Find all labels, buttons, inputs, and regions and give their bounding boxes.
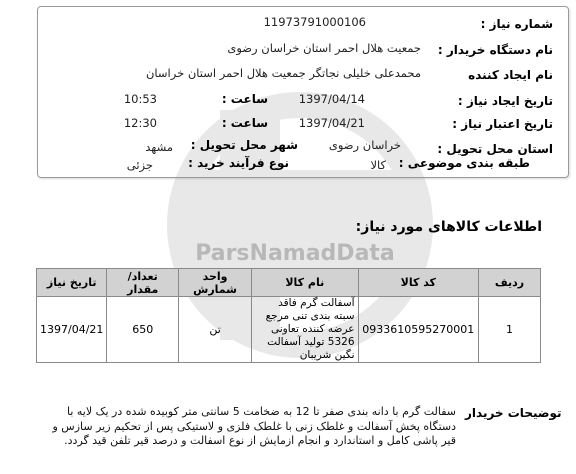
need-info-panel <box>37 6 569 178</box>
valid-date-value: 1397/04/21 <box>298 116 365 130</box>
buyer-notes-label: توضیحات خریدار <box>465 406 562 420</box>
buyer-notes-text: سفالت گرم با دانه بندی صفر تا 12 به ضخامت 5 سانتی متر کوبیده شده در یک لایه با دستگاه پخش آسفالت و غلطک زنی با غلطک فلزی و لاستیکی پس از تحکیم زیر سازس و قیر پاشی کامل و استاندارد و انجام ازمایش از نوع اسفالت و درصد قیر تلفن قید گردد. <box>52 405 456 447</box>
created-date-label: تاریخ ایجاد نیاز : <box>457 94 553 108</box>
category-value: کالا <box>370 158 386 172</box>
buyer-org-label: نام دستگاه خریدار : <box>437 43 553 57</box>
created-time-label: ساعت : <box>221 92 268 106</box>
delivery-province-value: خراسان رضوی <box>328 138 401 152</box>
table-header-row <box>37 269 541 297</box>
col-unit: واحد شمارش <box>179 269 252 297</box>
purchase-process-label: نوع فرآیند خرید : <box>188 156 289 170</box>
purchase-process-value: جزئی <box>126 158 153 172</box>
col-row: ردیف <box>479 269 541 297</box>
created-time-value: 10:53 <box>123 92 157 106</box>
col-date: تاریخ نیاز <box>37 269 107 297</box>
cell-qty: 650 <box>107 297 179 363</box>
watermark-text: ParsNamadData <box>195 241 395 266</box>
cell-code: 0933610595270001 <box>358 297 479 363</box>
table-row <box>37 297 541 363</box>
items-table <box>36 268 541 363</box>
need-number-value: 11973791000106 <box>263 15 366 29</box>
delivery-city-value: مشهد <box>145 140 173 154</box>
buyer-org-value: جمعیت هلال احمر استان خراسان رضوی <box>227 41 421 55</box>
cell-name: آسفالت گرم فاقد سبته بندی تنی مرجع عرضه کننده تعاونی 5326 تولید آسفالت نگین شریبان <box>252 297 358 363</box>
valid-time-value: 12:30 <box>123 116 157 130</box>
col-name: نام کالا <box>252 269 358 297</box>
need-number-label: شماره نیاز : <box>480 17 553 31</box>
cell-unit: تن <box>179 297 252 363</box>
cell-row: 1 <box>479 297 541 363</box>
category-label: طبقه بندی موضوعی : <box>398 156 530 170</box>
section-title: اطلاعات کالاهای مورد نیاز: <box>355 219 542 235</box>
created-date-value: 1397/04/14 <box>298 92 365 106</box>
creator-value: محمدعلی خلیلی نجاتگر جمعیت هلال احمر استان خراسان <box>145 66 421 80</box>
col-code: کد کالا <box>358 269 479 297</box>
valid-date-label: تاریخ اعتبار نیاز : <box>452 117 553 131</box>
creator-label: نام ایجاد کننده <box>468 68 553 82</box>
delivery-city-label: شهر محل تحویل : <box>190 138 298 152</box>
valid-time-label: ساعت : <box>221 116 268 130</box>
cell-date: 1397/04/21 <box>37 297 107 363</box>
delivery-province-label: استان محل تحویل : <box>437 142 553 156</box>
col-qty: تعداد/ مقدار <box>107 269 179 297</box>
